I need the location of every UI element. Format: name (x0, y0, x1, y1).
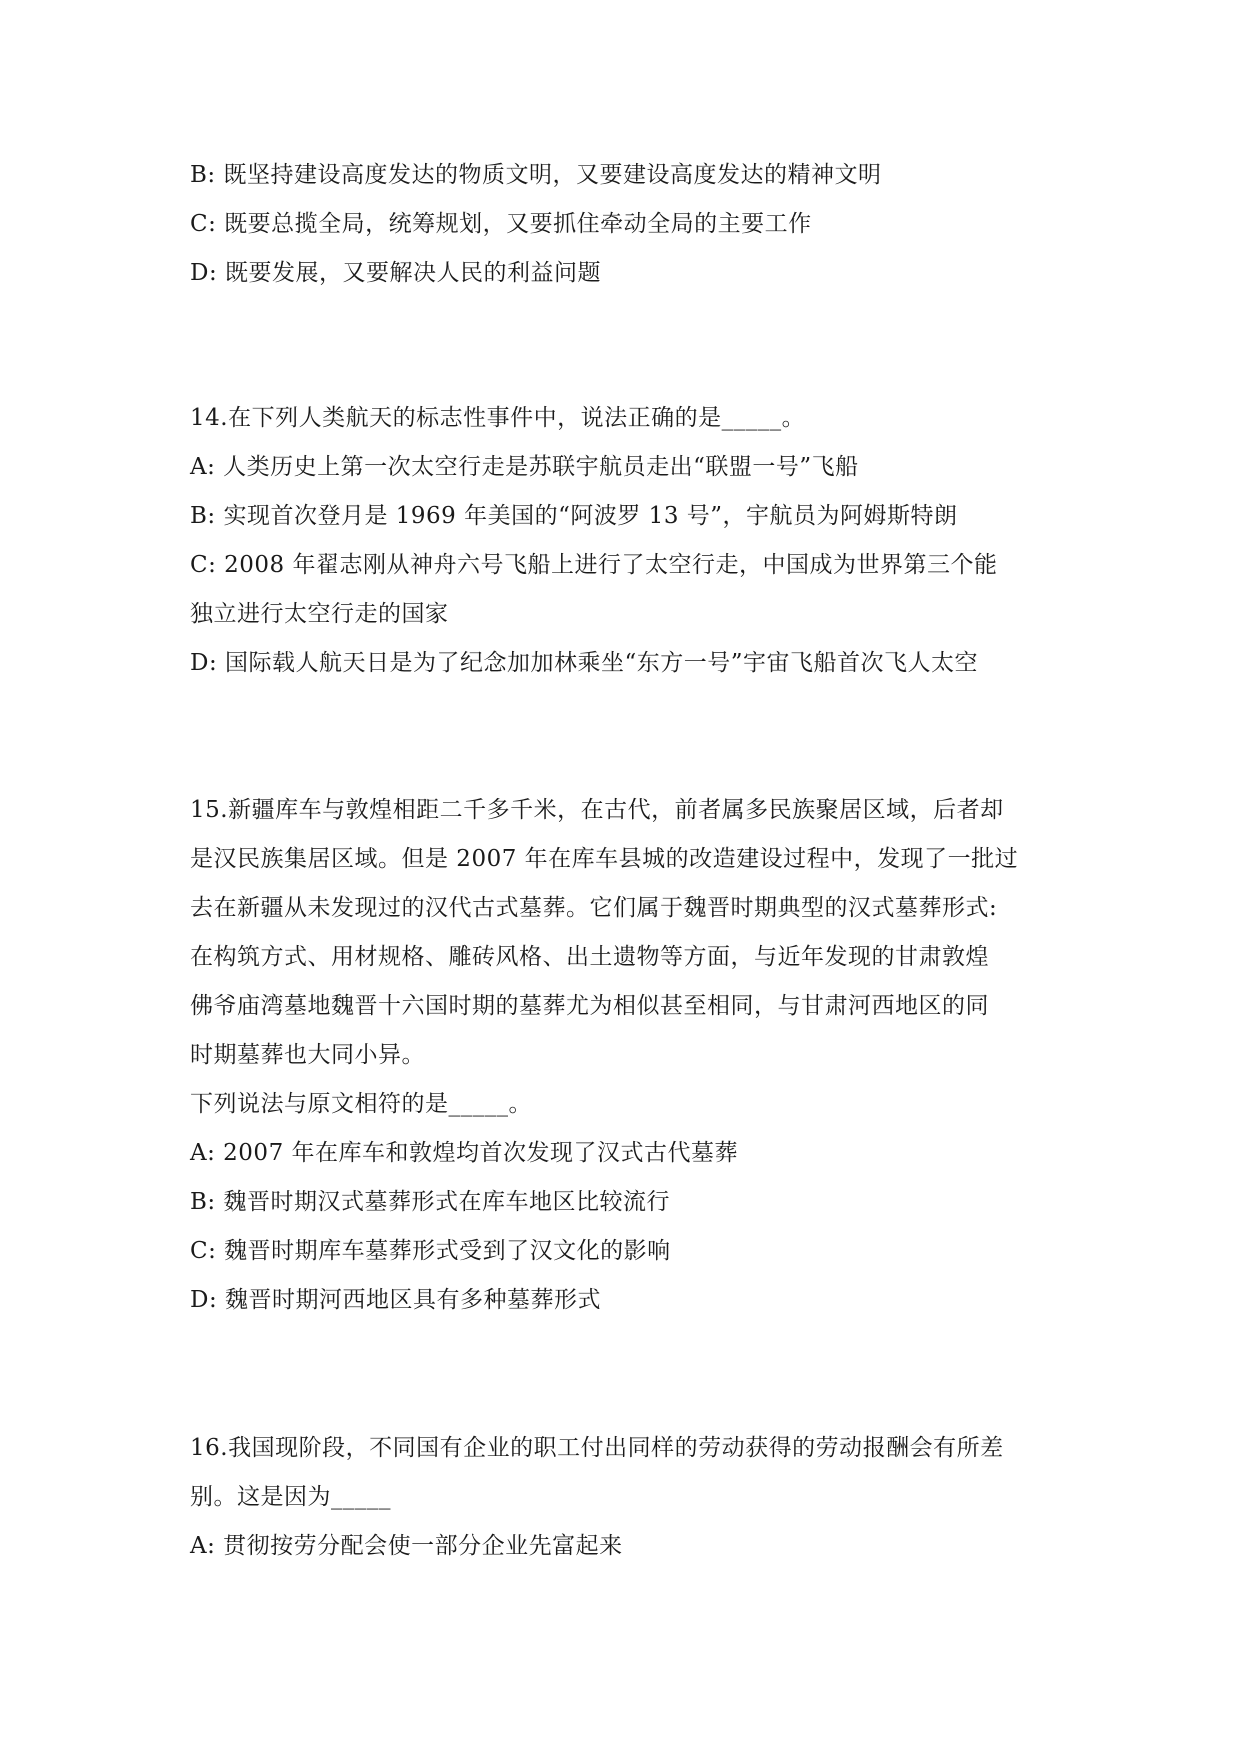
question-16-stem-line: 16.我国现阶段，不同国有企业的职工付出同样的劳动获得的劳动报酬会有所差 (190, 1435, 1004, 1461)
question-15-stem-line: 去在新疆从未发现过的汉代古式墓葬。它们属于魏晋时期典型的汉式墓葬形式: (190, 895, 998, 921)
question-14-option-d: D: 国际载人航天日是为了纪念加加林乘坐“东方一号”宇宙飞船首次飞人太空 (190, 650, 979, 676)
question-15-stem-line: 是汉民族集居区域。但是 2007 年在库车县城的改造建设过程中，发现了一批过 (190, 846, 1019, 872)
question-15-option-c: C: 魏晋时期库车墓葬形式受到了汉文化的影响 (190, 1238, 671, 1264)
option-d: D: 既要发展，又要解决人民的利益问题 (190, 260, 602, 286)
question-15-prompt: 下列说法与原文相符的是_____。 (190, 1091, 532, 1117)
question-15-option-d: D: 魏晋时期河西地区具有多种墓葬形式 (190, 1287, 602, 1313)
question-14-option-c-continued: 独立进行太空行走的国家 (190, 601, 449, 627)
question-15-stem-line: 15.新疆库车与敦煌相距二千多千米，在古代，前者属多民族聚居区域，后者却 (190, 797, 1004, 823)
question-14-option-b: B: 实现首次登月是 1969 年美国的“阿波罗 13 号”，宇航员为阿姆斯特朗 (190, 503, 958, 529)
question-15-option-a: A: 2007 年在库车和敦煌均首次发现了汉式古代墓葬 (190, 1140, 739, 1166)
question-14-option-a: A: 人类历史上第一次太空行走是苏联宇航员走出“联盟一号”飞船 (190, 454, 859, 480)
question-15-stem-line: 佛爷庙湾墓地魏晋十六国时期的墓葬尤为相似甚至相同，与甘肃河西地区的同 (190, 993, 989, 1019)
question-16-option-a: A: 贯彻按劳分配会使一部分企业先富起来 (190, 1533, 623, 1559)
question-14-option-c: C: 2008 年翟志刚从神舟六号飞船上进行了太空行走，中国成为世界第三个能 (190, 552, 998, 578)
option-c: C: 既要总揽全局，统筹规划，又要抓住牵动全局的主要工作 (190, 211, 812, 237)
question-15-option-b: B: 魏晋时期汉式墓葬形式在库车地区比较流行 (190, 1189, 670, 1215)
question-15-stem-line: 在构筑方式、用材规格、雕砖风格、出土遗物等方面，与近年发现的甘肃敦煌 (190, 944, 989, 970)
option-b: B: 既坚持建设高度发达的物质文明，又要建设高度发达的精神文明 (190, 162, 882, 188)
question-15-stem-line: 时期墓葬也大同小异。 (190, 1042, 425, 1068)
question-14-stem: 14.在下列人类航天的标志性事件中，说法正确的是_____。 (190, 405, 806, 431)
question-16-stem-line: 别。这是因为_____ (190, 1484, 391, 1510)
